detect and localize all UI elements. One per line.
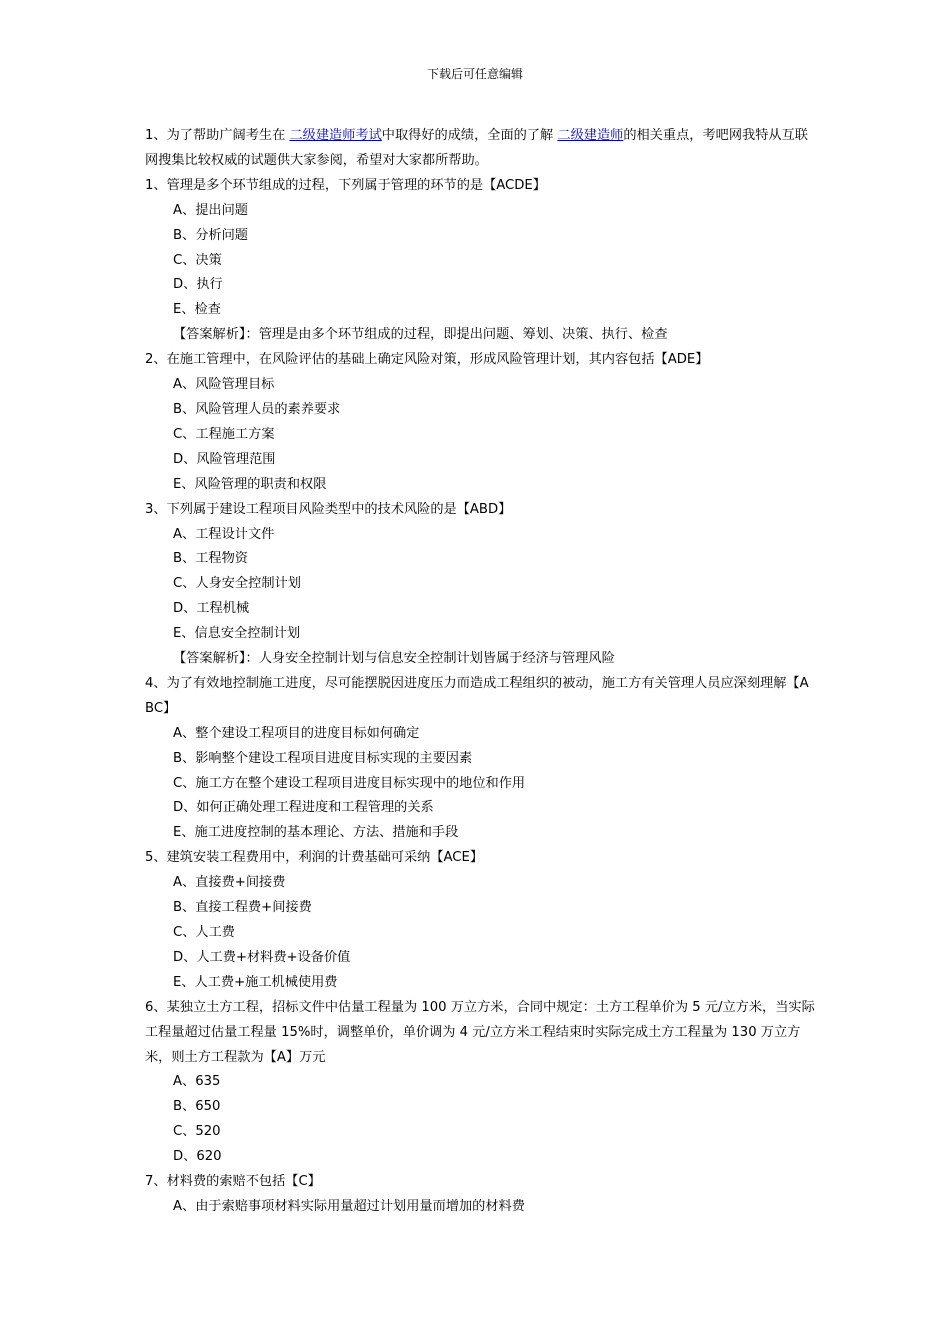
question-6-option-b: B、650 [173, 1099, 221, 1115]
intro-text-1: 1、为了帮助广阔考生在 [145, 128, 290, 143]
question-3-option-d: D、工程机械 [173, 601, 250, 617]
question-1-option-d: D、执行 [173, 277, 223, 293]
question-1-option-b: B、分析问题 [173, 227, 248, 243]
question-4-option-b: B、影响整个建设工程项目进度目标实现的主要因素 [173, 750, 473, 766]
question-5-stem: 5、建筑安装工程费用中，利润的计费基础可采纳【ACE】 [145, 850, 484, 866]
question-1-stem: 1、管理是多个环节组成的过程，下列属于管理的环节的是【ACDE】 [145, 177, 546, 193]
question-5-option-e: E、人工费+施工机械使用费 [173, 974, 338, 990]
question-2-option-d: D、风险管理范围 [173, 451, 276, 467]
question-3-option-b: B、工程物资 [173, 551, 248, 567]
question-6-option-c: C、520 [173, 1124, 221, 1140]
question-2-option-b: B、风险管理人员的素养要求 [173, 401, 341, 417]
question-3-option-c: C、人身安全控制计划 [173, 576, 301, 592]
question-7-option-a: A、由于索赔事项材料实际用量超过计划用量而增加的材料费 [173, 1198, 525, 1214]
question-5-option-c: C、人工费 [173, 925, 235, 940]
question-3-analysis: 【答案解析】：人身安全控制计划与信息安全控制计划皆属于经济与管理风险 [173, 651, 615, 667]
question-6-stem: 6、某独立土方工程，招标文件中估量工程量为 100 万立方米，合同中规定：土方工程单价为 5 元/立方米，当实际工程量超过估量工程量 15%时，调整单价，单价调为 4 元/立方米工程结束时实际完成土方工程量为 130 万立方米，则土方工程款为【A】万元 [145, 999, 815, 1065]
question-3-stem: 3、下列属于建设工程项目风险类型中的技术风险的是【ABD】 [145, 501, 512, 517]
question-1-analysis: 【答案解析】：管理是由多个环节组成的过程，即提出问题、筹划、决策、执行、检查 [173, 327, 668, 343]
intro-text-2: 中取得好的成绩，全面的了解 [381, 128, 558, 143]
question-3-option-a: A、工程设计文件 [173, 526, 275, 542]
constructor-link[interactable]: 二级建造师 [557, 128, 624, 143]
question-5-option-d: D、人工费+材料费+设备价值 [173, 949, 351, 965]
question-6-option-d: D、620 [173, 1149, 222, 1165]
question-5-option-a: A、直接费+间接费 [173, 875, 286, 891]
question-4-stem: 4、为了有效地控制施工进度，尽可能摆脱因进度压力而造成工程组织的被动，施工方有关管理人员应深刻理解【ABC】 [145, 675, 809, 716]
question-2-stem: 2、在施工管理中，在风险评估的基础上确定风险对策，形成风险管理计划，其内容包括【ADE】 [145, 352, 709, 368]
question-6-option-a: A、635 [173, 1074, 221, 1090]
question-4-option-a: A、整个建设工程项目的进度目标如何确定 [173, 725, 420, 741]
question-7-stem: 7、材料费的索赔不包括【C】 [145, 1174, 321, 1190]
question-2-option-e: E、风险管理的职责和权限 [173, 476, 327, 492]
question-2-option-c: C、工程施工方案 [173, 426, 275, 442]
exam-link[interactable]: 二级建造师考试 [289, 128, 382, 143]
intro-paragraph [145, 124, 815, 174]
document-body [145, 124, 815, 1220]
question-2-option-a: A、风险管理目标 [173, 377, 275, 393]
question-1-option-c: C、决策 [173, 252, 222, 268]
question-1-option-a: A、提出问题 [173, 202, 248, 218]
intro-text-3: 的相关重点，考吧网我特从互联网搜集比较权威的试题供大家参阅，希望对大家都所帮助。 [145, 128, 808, 168]
question-4-option-d: D、如何正确处理工程进度和工程管理的关系 [173, 800, 434, 816]
question-5-option-b: B、直接工程费+间接费 [173, 900, 312, 916]
page-header: 下载后可任意编辑 [426, 67, 523, 81]
question-3-option-e: E、信息安全控制计划 [173, 626, 301, 642]
question-1-option-e: E、检查 [173, 302, 221, 318]
question-4-option-e: E、施工进度控制的基本理论、方法、措施和手段 [173, 825, 459, 841]
question-4-option-c: C、施工方在整个建设工程项目进度目标实现中的地位和作用 [173, 775, 526, 791]
